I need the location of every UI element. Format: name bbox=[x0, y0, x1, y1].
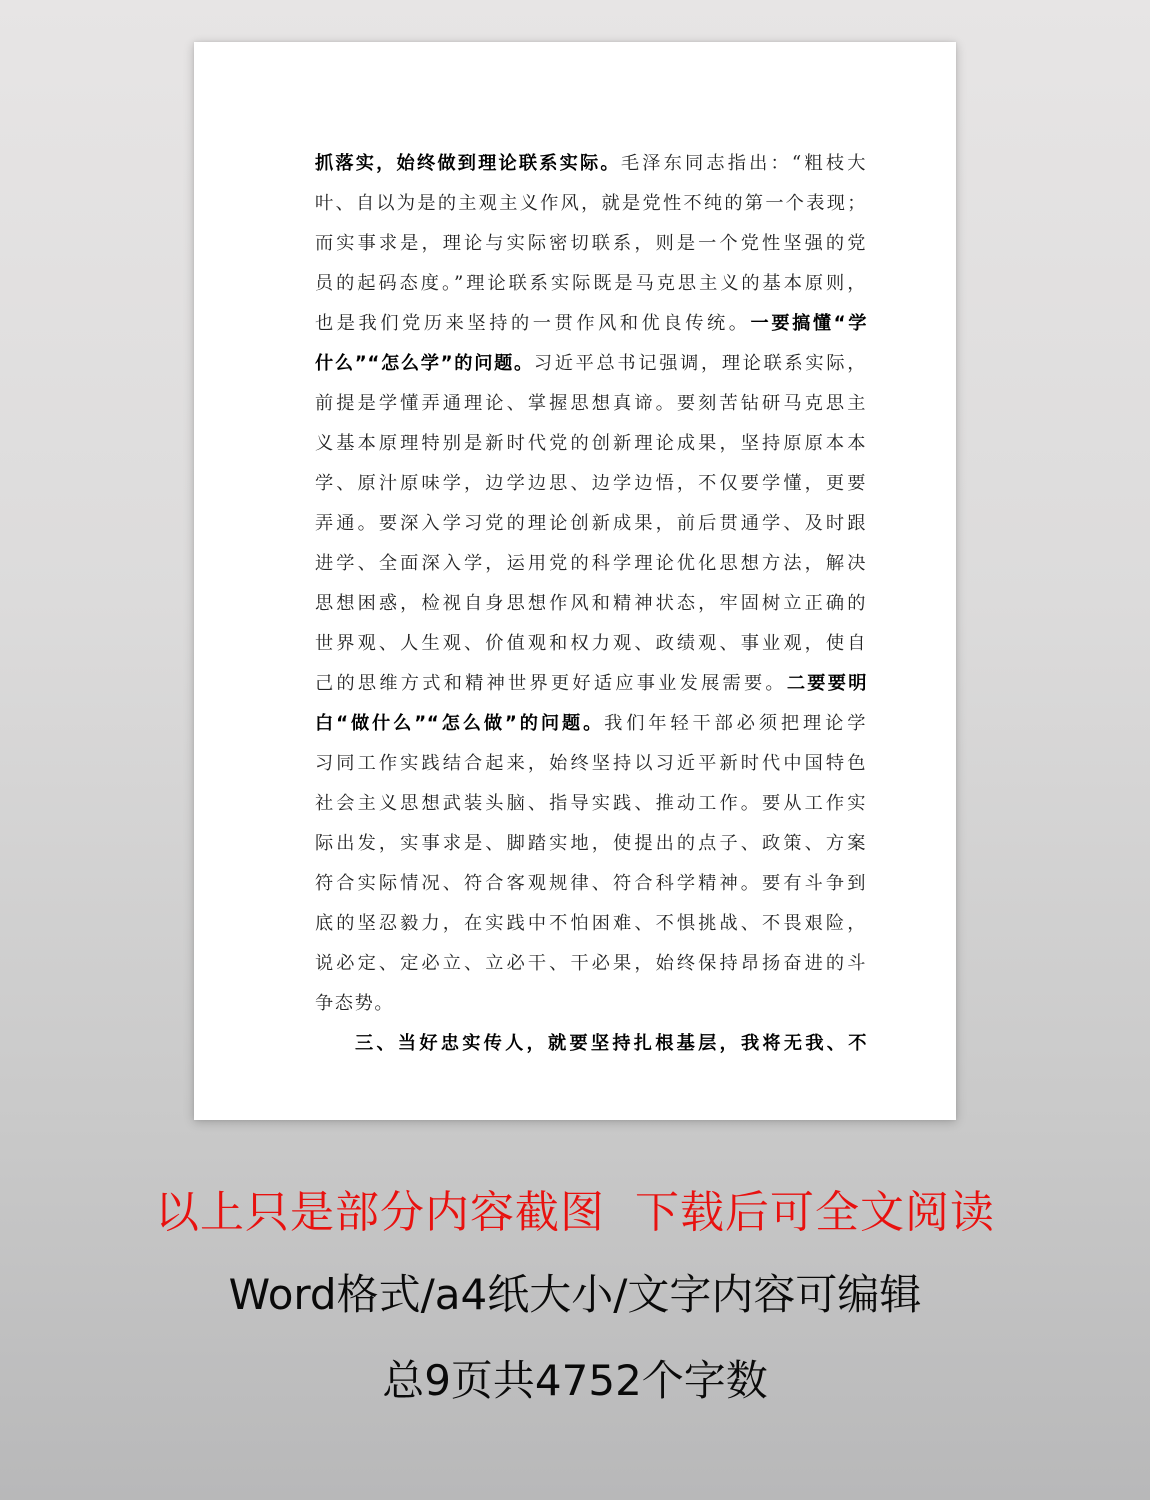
text-segment: 学、原汁原味学，边学边思、边学边悟，不仅要学懂，更要 bbox=[315, 473, 867, 494]
document-line bbox=[315, 304, 867, 344]
text-segment: 前提是学懂弄通理论、掌握思想真谛。要刻苦钻研马克思主 bbox=[315, 393, 867, 414]
document-line bbox=[315, 584, 867, 624]
bold-text-segment: 一要搞懂“学 bbox=[750, 313, 867, 334]
bold-text-segment: 什么”“怎么学”的问题。 bbox=[315, 353, 534, 374]
document-line bbox=[315, 984, 867, 1024]
text-segment: 员的起码态度。”理论联系实际既是马克思主义的基本原则， bbox=[315, 273, 867, 294]
document-line bbox=[315, 664, 867, 704]
text-segment: 思想困惑，检视自身思想作风和精神状态，牢固树立正确的 bbox=[315, 593, 867, 614]
document-line bbox=[315, 904, 867, 944]
document-line bbox=[315, 744, 867, 784]
document-line bbox=[315, 624, 867, 664]
text-segment: 我们年轻干部必须把理论学 bbox=[604, 713, 867, 734]
text-segment: 底的坚忍毅力，在实践中不怕困难、不惧挑战、不畏艰险， bbox=[315, 913, 867, 934]
text-segment: 说必定、定必立、立必干、干必果，始终保持昂扬奋进的斗 bbox=[315, 953, 867, 974]
text-segment: 弄通。要深入学习党的理论创新成果，前后贯通学、及时跟 bbox=[315, 513, 867, 534]
document-line bbox=[315, 784, 867, 824]
text-segment: 而实事求是，理论与实际密切联系，则是一个党性坚强的党 bbox=[315, 233, 867, 254]
document-line bbox=[315, 344, 867, 384]
document-line bbox=[315, 864, 867, 904]
document-line bbox=[315, 824, 867, 864]
text-segment: 习同工作实践结合起来，始终坚持以习近平新时代中国特色 bbox=[315, 753, 867, 774]
text-segment: 也是我们党历来坚持的一贯作风和优良传统。 bbox=[315, 313, 751, 334]
document-line bbox=[315, 464, 867, 504]
document-line bbox=[315, 544, 867, 584]
text-segment: 叶、自以为是的主观主义作风，就是党性不纯的第一个表现； bbox=[315, 193, 867, 214]
text-segment: 习近平总书记强调，理论联系实际， bbox=[533, 353, 867, 374]
document-body bbox=[315, 144, 867, 1064]
document-line bbox=[315, 184, 867, 224]
text-segment: 毛泽东同志指出：“粗枝大 bbox=[620, 153, 867, 174]
format-info: Word格式/a4纸大小/文字内容可编辑 bbox=[228, 1270, 922, 1319]
text-segment: 争态势。 bbox=[315, 993, 395, 1014]
text-segment: 己的思维方式和精神世界更好适应事业发展需要。 bbox=[315, 673, 787, 694]
text-segment: 际出发，实事求是、脚踏实地，使提出的点子、政策、方案 bbox=[315, 833, 867, 854]
partial-preview-notice: 以上只是部分内容截图 下载后可全文阅读 bbox=[155, 1187, 995, 1238]
document-line bbox=[315, 144, 867, 184]
bold-text-segment: 抓落实，始终做到理论联系实际。 bbox=[315, 153, 621, 174]
document-page bbox=[194, 42, 956, 1120]
document-stats: 总9页共4752个字数 bbox=[382, 1356, 768, 1405]
document-line bbox=[315, 504, 867, 544]
document-line bbox=[315, 224, 867, 264]
text-segment: 社会主义思想武装头脑、指导实践、推动工作。要从工作实 bbox=[315, 793, 867, 814]
text-segment: 进学、全面深入学，运用党的科学理论优化思想方法，解决 bbox=[315, 553, 867, 574]
text-segment: 符合实际情况、符合客观规律、符合科学精神。要有斗争到 bbox=[315, 873, 867, 894]
section-heading: 三、当好忠实传人，就要坚持扎根基层，我将无我、不 bbox=[355, 1033, 867, 1054]
document-line bbox=[315, 424, 867, 464]
text-segment: 义基本原理特别是新时代党的创新理论成果，坚持原原本本 bbox=[315, 433, 867, 454]
bold-text-segment: 白“做什么”“怎么做”的问题。 bbox=[315, 713, 605, 734]
text-segment: 世界观、人生观、价值观和权力观、政绩观、事业观，使自 bbox=[315, 633, 867, 654]
bold-text-segment: 二要要明 bbox=[786, 673, 867, 694]
document-line bbox=[315, 264, 867, 304]
document-line bbox=[315, 384, 867, 424]
document-line bbox=[315, 944, 867, 984]
document-line bbox=[315, 704, 867, 744]
